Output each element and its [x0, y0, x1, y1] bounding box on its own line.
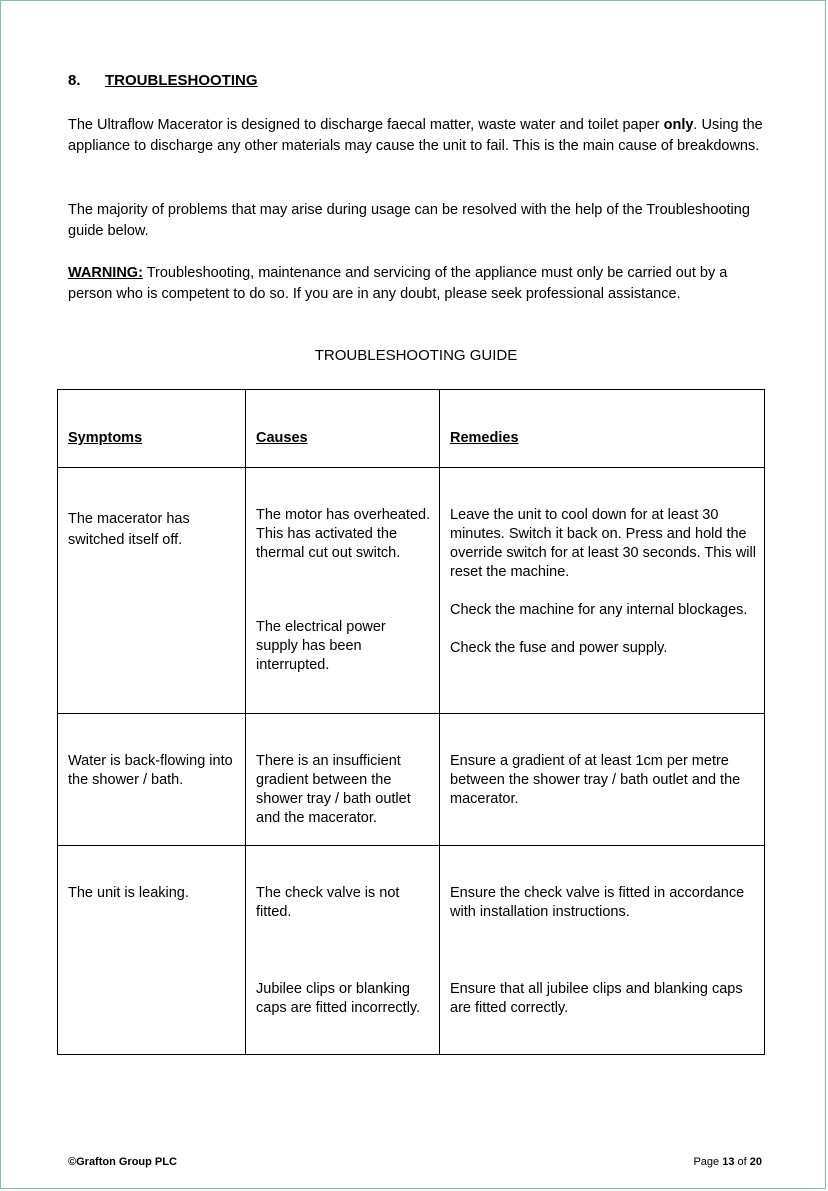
remedy-text: Ensure a gradient of at least 1cm per metre between the shower tray / bath outlet and the macerator.: [450, 753, 741, 807]
symptom-text: The unit is leaking.: [68, 885, 189, 901]
table-row: [58, 846, 765, 1055]
intro-paragraph-1: [68, 115, 768, 157]
section-number: 8.: [68, 72, 81, 89]
header-symptoms: Symptoms: [68, 430, 143, 446]
footer-copyright: ©Grafton Group PLC: [68, 1156, 177, 1168]
cause-text: There is an insufficient gradient between the shower tray / bath outlet and the macerator.: [256, 753, 411, 826]
page-total: 20: [749, 1156, 762, 1168]
table-row: [58, 714, 765, 846]
page-prefix: Page: [693, 1156, 723, 1168]
symptom-text: Water is back-flowing into the shower / bath.: [68, 753, 233, 788]
section-heading: [68, 72, 258, 89]
intro-text-cont: . Using the appliance to discharge any other materials may cause the unit to fail. This is the main cause of breakdowns.: [68, 117, 763, 154]
remedy-cell: [440, 468, 765, 714]
cause-cell: [246, 714, 440, 846]
page-separator: of: [734, 1156, 750, 1168]
remedy-text: Leave the unit to cool down for at least 30 minutes. Switch it back on. Press and hold the override switch for at least 30 seconds. This will reset the machine.: [450, 507, 756, 580]
table-row: [58, 468, 765, 714]
intro-emphasis: only: [663, 117, 694, 133]
intro-paragraph-2: The majority of problems that may arise during usage can be resolved with the help of the Troubleshooting guide below.: [68, 202, 750, 239]
header-remedies: Remedies: [450, 430, 519, 446]
header-cell: [58, 390, 246, 468]
header-causes: Causes: [256, 430, 308, 446]
cause-text: The check valve is not fitted.: [256, 885, 400, 920]
table-header-row: [58, 390, 765, 468]
header-cell: [440, 390, 765, 468]
cause-cell: [246, 846, 440, 1055]
troubleshooting-table: [57, 389, 765, 1055]
remedy-text: Ensure that all jubilee clips and blanking caps are fitted correctly.: [450, 981, 743, 1016]
guide-title: TROUBLESHOOTING GUIDE: [314, 347, 518, 364]
header-cell: [246, 390, 440, 468]
remedy-text: Check the machine for any internal blockages.: [450, 602, 748, 618]
remedy-text: Check the fuse and power supply.: [450, 640, 668, 656]
symptom-text: The macerator has switched itself off.: [68, 511, 190, 548]
cause-cell: [246, 468, 440, 714]
cause-text: The electrical power supply has been interrupted.: [256, 619, 386, 673]
remedy-cell: [440, 714, 765, 846]
cause-text: The motor has overheated. This has activated the thermal cut out switch.: [256, 507, 431, 561]
warning-text: Troubleshooting, maintenance and servicing of the appliance must only be carried out by a person who is competent to do so. If you are in any doubt, please seek professional assistance.: [68, 265, 728, 302]
intro-text: The Ultraflow Macerator is designed to discharge faecal matter, waste water and toilet paper: [68, 117, 664, 133]
remedy-cell: [440, 846, 765, 1055]
remedy-text: Ensure the check valve is fitted in accordance with installation instructions.: [450, 885, 745, 920]
section-title: TROUBLESHOOTING: [105, 72, 258, 89]
symptom-cell: [58, 846, 246, 1055]
warning-paragraph: [68, 263, 768, 305]
symptom-cell: [58, 714, 246, 846]
symptom-cell: [58, 468, 246, 714]
warning-label: WARNING:: [68, 265, 143, 281]
page-current: 13: [722, 1156, 735, 1168]
cause-text: Jubilee clips or blanking caps are fitted incorrectly.: [256, 981, 421, 1016]
footer-page-number: [693, 1156, 762, 1168]
